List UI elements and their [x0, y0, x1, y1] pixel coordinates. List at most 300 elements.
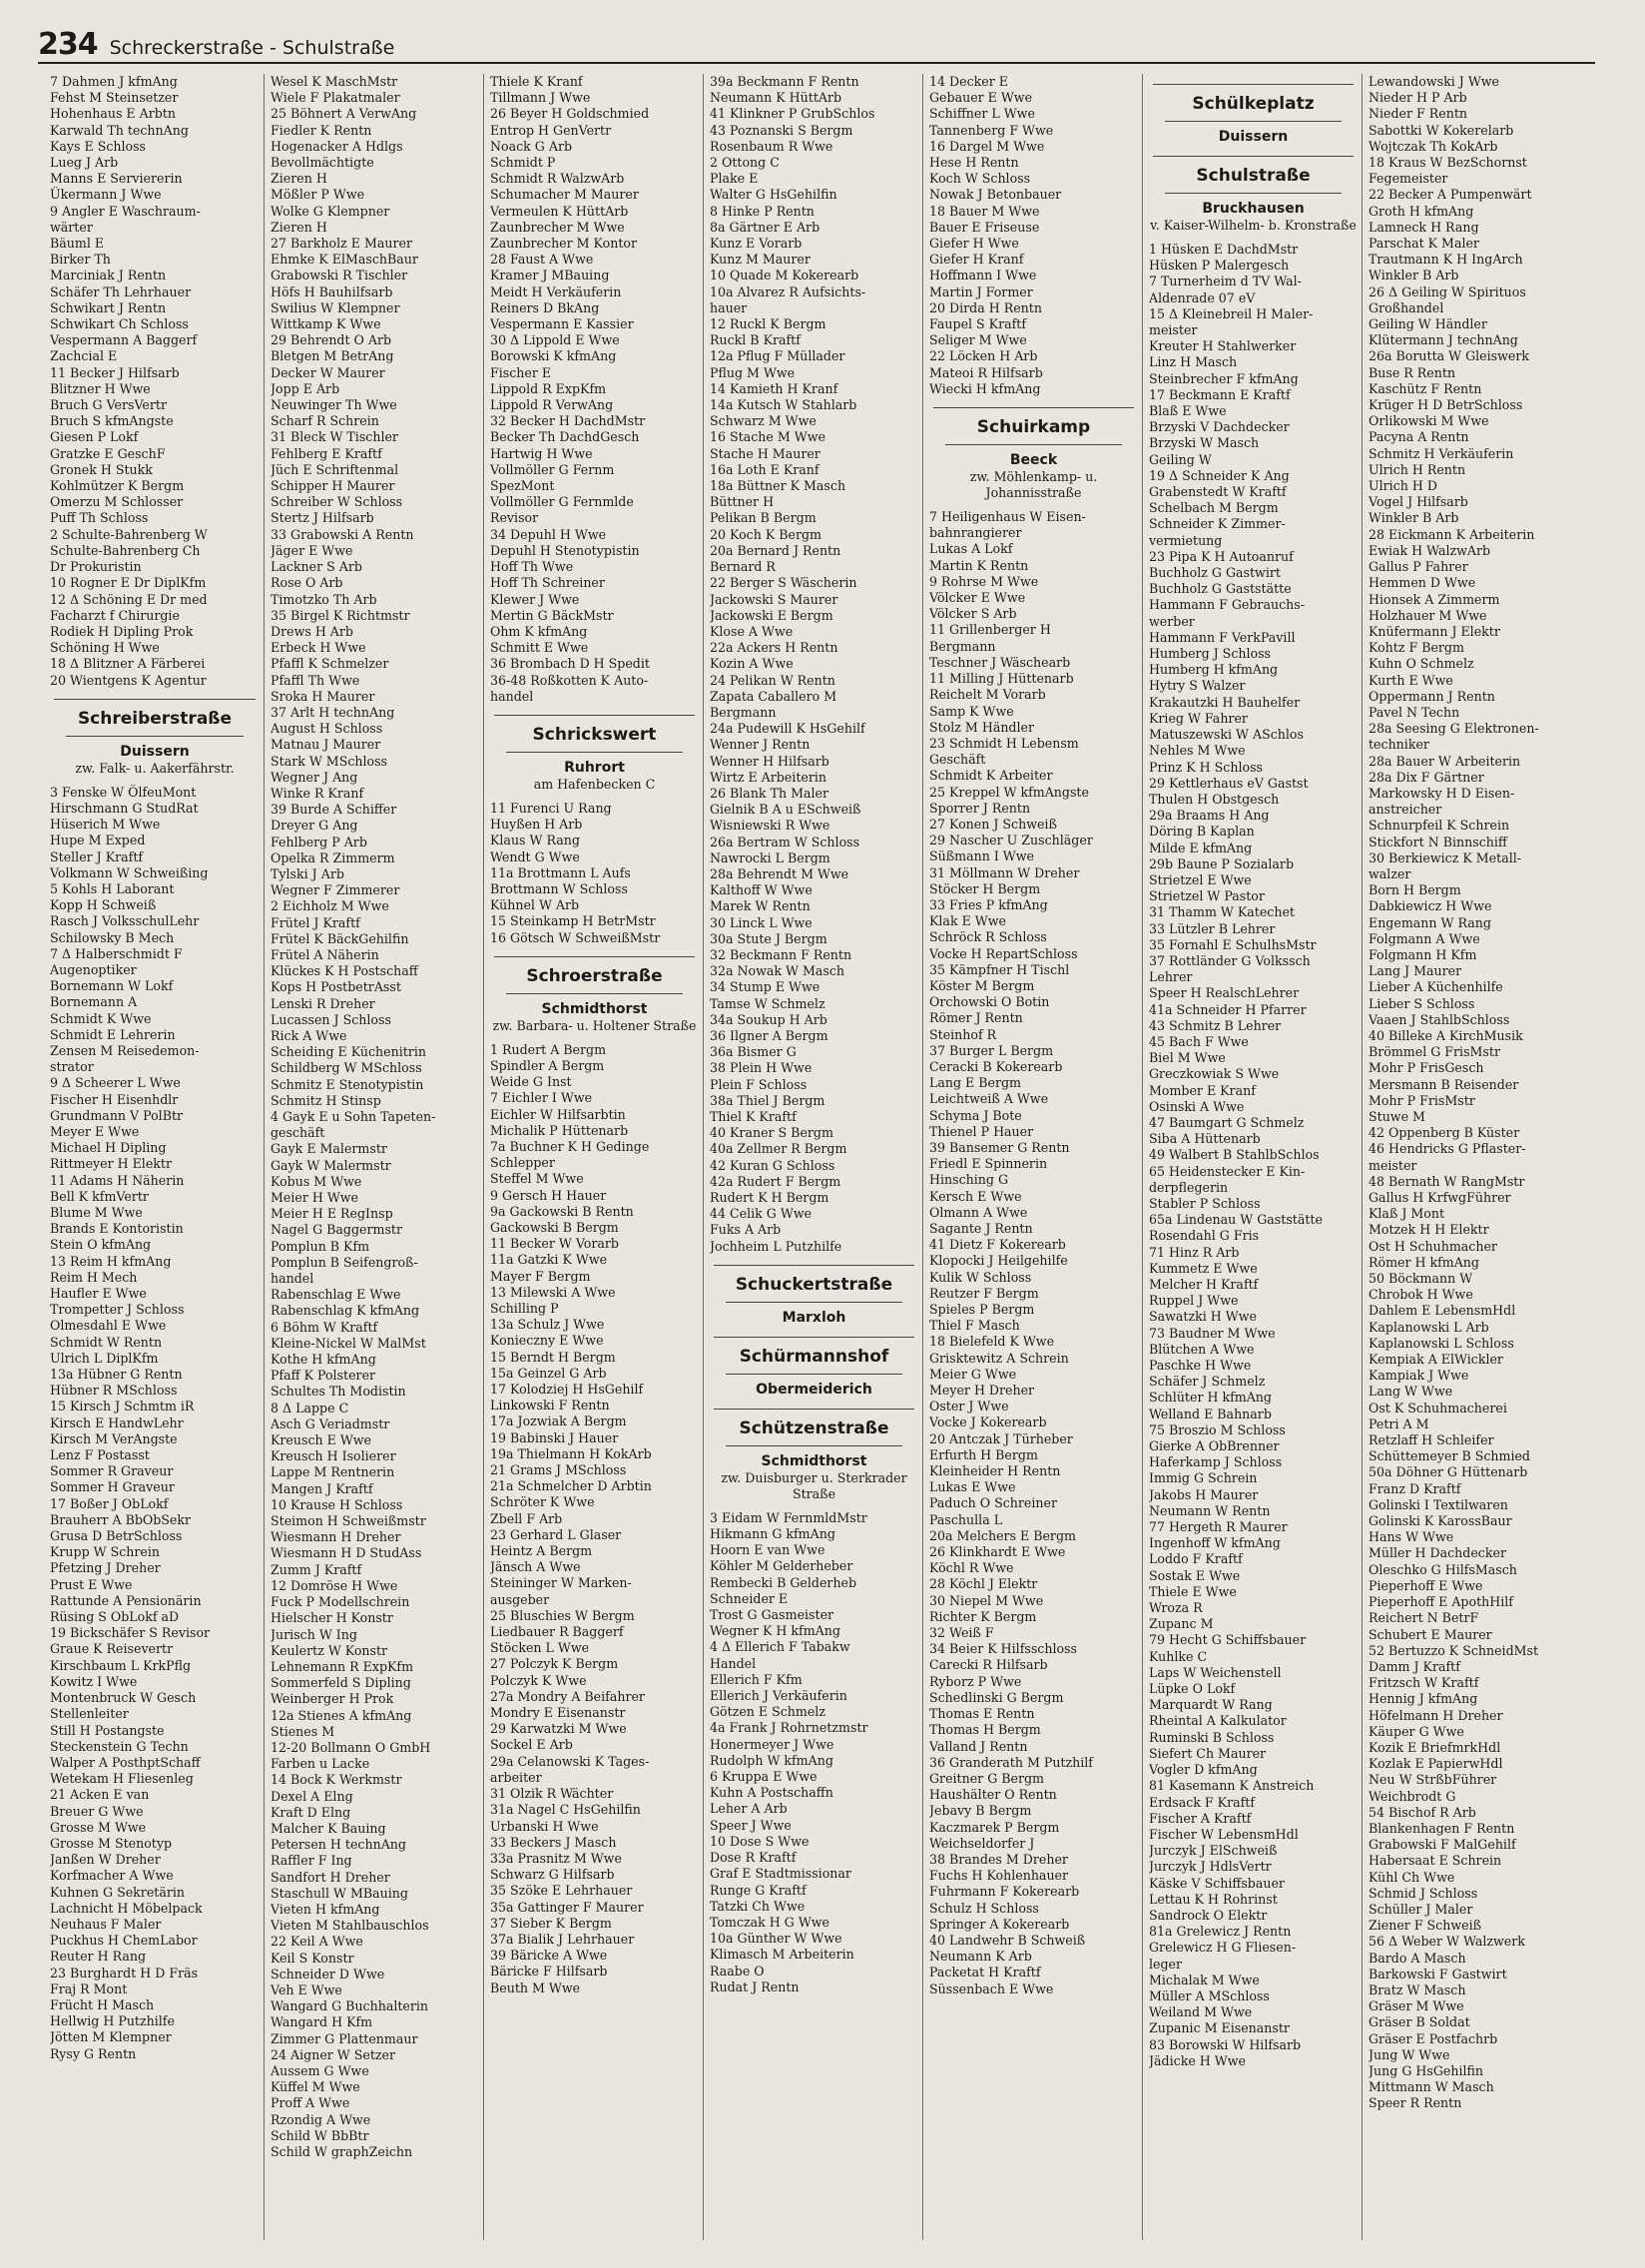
resident-entry: 14 Bock K Werkmstr	[271, 1772, 402, 1788]
resident-entry: Kreusch E Wwe	[271, 1432, 371, 1448]
section-divider	[714, 1337, 914, 1338]
resident-entry: Gallus P Fahrer	[1369, 559, 1468, 575]
resident-entry: Bäuml E	[50, 236, 105, 252]
resident-entry: Hionsek A Zimmerm	[1369, 591, 1500, 607]
resident-entry: Lueg J Arb	[50, 155, 119, 171]
section-divider	[714, 1409, 914, 1410]
section-divider	[933, 407, 1134, 408]
resident-entry: Motzek H H Elektr	[1369, 1222, 1489, 1238]
resident-entry: Konieczny E Wwe	[490, 1333, 604, 1349]
resident-entry: 19 Δ Schneider K Ang	[1149, 467, 1290, 483]
resident-entry: Liedbauer R Baggerf	[490, 1624, 624, 1640]
resident-entry: 39a Beckmann F Rentn	[710, 74, 859, 89]
resident-entry: 33a Prasnitz M Wwe	[490, 1850, 622, 1866]
resident-entry: Springer A Kokerearb	[929, 1916, 1070, 1932]
resident-entry: hauer	[710, 299, 748, 315]
resident-entry: 77 Hergeth R Maurer	[1149, 1519, 1288, 1535]
resident-entry: Barkowski F Gastwirt	[1369, 1966, 1507, 1982]
resident-entry: 36 Brombach D H Spedit	[490, 656, 650, 672]
title-underline	[1165, 121, 1342, 122]
street-title: Schulstraße	[1196, 166, 1311, 186]
resident-entry: Walper A PosthptSchaff	[50, 1754, 201, 1770]
street-location: zw. Duisburger u. Sterkrader Straße	[721, 1469, 907, 1501]
resident-entry: Neu W StrßbFührer	[1369, 1772, 1497, 1788]
resident-entry: Schwarz M Wwe	[710, 413, 817, 429]
resident-entry: Depuhl H Stenotypistin	[490, 542, 640, 558]
resident-entry: Volkmann W Schweißing	[50, 864, 209, 880]
resident-entry: Kays E Schloss	[50, 138, 147, 154]
resident-entry: Schumacher M Maurer	[490, 187, 639, 203]
resident-entry: 50a Döhner G Hüttenarb	[1369, 1464, 1528, 1480]
resident-entry: Hartwig H Wwe	[490, 445, 593, 461]
resident-entry: Schneider E	[710, 1590, 789, 1606]
resident-entry: Sockel E Arb	[490, 1737, 573, 1753]
resident-entry: Grundmann V PolBtr	[50, 1107, 184, 1123]
resident-entry: 2 Schulte-Bahrenberg W	[50, 526, 208, 542]
resident-entry: Fuck P Modellschrein	[271, 1594, 410, 1610]
resident-entry: Kuhn A Postschaffn	[710, 1785, 833, 1801]
resident-entry: Wittkamp K Wwe	[271, 316, 381, 332]
resident-entry: 4 Δ Ellerich F Tabakw	[710, 1639, 850, 1655]
street-section-header	[710, 1409, 918, 1502]
resident-entry: 15 Δ Kleinebreil H Maler-	[1149, 305, 1314, 321]
resident-entry: Brzyski W Masch	[1149, 435, 1260, 451]
resident-entry: Asch G Veriadmstr	[271, 1416, 390, 1431]
resident-entry: Folgmann H Kfm	[1369, 946, 1477, 962]
resident-entry: 23 Burghardt H D Fräs	[50, 1965, 199, 1981]
resident-entry: Seliger M Wwe	[929, 332, 1027, 348]
resident-entry: Kleine-Nickel W MalMst	[271, 1335, 426, 1351]
resident-entry: Fischer A Kraftf	[1149, 1810, 1252, 1826]
resident-entry: Weinberger H Prok	[271, 1691, 394, 1707]
district-name: Obermeiderich	[756, 1381, 872, 1398]
resident-entry: 24a Pudewill K HsGehilf	[710, 721, 865, 737]
resident-entry: Lachnicht H Möbelpack	[50, 1900, 203, 1916]
resident-entry: Buchholz G Gaststätte	[1149, 581, 1292, 597]
resident-entry: Wolke G Klempner	[271, 203, 390, 219]
resident-entry: Dr Prokuristin	[50, 559, 142, 575]
resident-entry: Wendt G Wwe	[490, 849, 580, 864]
resident-entry: Brottmann W Schloss	[490, 880, 628, 896]
resident-entry: Heintz A Bergm	[490, 1543, 593, 1559]
resident-entry: Sandfort H Dreher	[271, 1869, 390, 1885]
resident-entry: Jebavy B Bergm	[929, 1803, 1032, 1819]
resident-entry: Sostak E Wwe	[1149, 1567, 1241, 1583]
resident-entry: Puckhus H ChemLabor	[50, 1933, 198, 1949]
resident-entry: Matnau J Maurer	[271, 737, 381, 753]
resident-entry: Nagel G Baggermstr	[271, 1222, 402, 1238]
resident-entry: Prust E Wwe	[50, 1576, 133, 1592]
resident-entry: 25 Kreppel W kfmAngste	[929, 784, 1089, 800]
resident-entry: 45 Bach F Wwe	[1149, 1033, 1249, 1049]
resident-entry: Immig G Schrein	[1149, 1470, 1258, 1486]
resident-entry: Grabowski R Tischler	[271, 268, 408, 284]
resident-entry: Karwald Th technAng	[50, 122, 189, 138]
resident-entry: Hüserich M Wwe	[50, 817, 161, 833]
resident-entry: Wroza R	[1149, 1600, 1203, 1616]
resident-entry: Kreusch H Isolierer	[271, 1448, 396, 1464]
street-location: v. Kaiser-Wilhelm- b. Kronstraße	[1150, 218, 1357, 233]
resident-entry: Giesen P Lokf	[50, 429, 139, 445]
resident-entry: Vieten H kfmAng	[271, 1901, 380, 1917]
resident-entry: 37 Burger L Bergm	[929, 1042, 1054, 1058]
resident-entry: Lehnemann R ExpKfm	[271, 1658, 414, 1674]
street-title: Schreiberstraße	[77, 708, 233, 729]
resident-entry: Kramer J MBauing	[490, 268, 610, 284]
resident-entry: 14 Kamieth H Kranf	[710, 380, 838, 396]
street-title: Schrickswert	[532, 724, 657, 745]
resident-entry: Damm J Kraftf	[1369, 1658, 1460, 1674]
resident-entry: Stolz M Händler	[929, 719, 1034, 735]
page-header	[38, 24, 1595, 64]
resident-entry: Aussem G Wwe	[271, 2062, 369, 2078]
resident-entry: Ewiak H WalzwArb	[1369, 542, 1491, 558]
resident-entry: Kohlmützer K Bergm	[50, 478, 185, 494]
resident-entry: Rose O Arb	[271, 575, 343, 591]
street-section-header	[710, 1265, 918, 1327]
resident-entry: Kirsch M VerAngste	[50, 1430, 178, 1446]
section-divider	[1153, 84, 1354, 85]
resident-entry: 17a Jozwiak A Bergm	[490, 1414, 627, 1429]
resident-entry: Schelbach M Bergm	[1149, 500, 1279, 516]
resident-entry: Ingenhoff W kfmAng	[1149, 1535, 1281, 1551]
resident-entry: 28a Dix F Gärtner	[1369, 769, 1484, 785]
resident-entry: 7 Heiligenhaus W Eisen-	[929, 509, 1086, 525]
resident-entry: Fuhrmann F Kokerearb	[929, 1884, 1080, 1900]
resident-entry: Zbell F Arb	[490, 1510, 563, 1526]
resident-entry: Matuszewski W ASchlos	[1149, 727, 1304, 743]
resident-entry: Ruminski B Schloss	[1149, 1729, 1275, 1745]
resident-entry: Scheiding E Küchenitrin	[271, 1044, 426, 1060]
resident-entry: Kurth E Wwe	[1369, 672, 1453, 688]
resident-entry: Wenner H Hilfsarb	[710, 753, 829, 769]
street-section-header	[490, 715, 699, 793]
resident-entry: Ziener F Schweiß	[1369, 1918, 1482, 1934]
resident-entry: Rabenschlag K kfmAng	[271, 1303, 420, 1319]
resident-entry: Jötten M Klempner	[50, 2029, 172, 2045]
resident-entry: Erbeck H Wwe	[271, 640, 366, 656]
resident-entry: Rick A Wwe	[271, 1027, 347, 1043]
resident-entry: Kummetz E Wwe	[1149, 1260, 1258, 1276]
resident-entry: Schyma J Bote	[929, 1107, 1022, 1123]
resident-entry: 30 Berkiewicz K Metall-	[1369, 850, 1522, 865]
resident-entry: 11 Becker J Hilfsarb	[50, 364, 180, 380]
resident-entry: Lüpke O Lokf	[1149, 1681, 1236, 1697]
resident-entry: Pavel N Techn	[1369, 704, 1460, 720]
resident-entry: Humberg H kfmAng	[1149, 662, 1279, 678]
resident-entry: Köchl R Wwe	[929, 1560, 1014, 1576]
resident-entry: Ohm K kfmAng	[490, 623, 588, 639]
resident-entry: Römer H kfmAng	[1369, 1254, 1479, 1270]
resident-entry: Swilius W Klempner	[271, 299, 400, 315]
resident-entry: Bratz W Masch	[1369, 1982, 1466, 1997]
resident-entry: SpezMont	[490, 478, 555, 494]
resident-entry: Sabottki W Kokerelarb	[1369, 122, 1514, 138]
resident-entry: Zupanic M Eisenanstr	[1149, 2020, 1290, 2036]
resident-entry: Greczkowiak S Wwe	[1149, 1066, 1280, 1082]
resident-entry: Nawrocki L Bergm	[710, 850, 830, 865]
resident-entry: 26 Beyer H Goldschmied	[490, 106, 650, 122]
resident-entry: Bäricke F Hilfsarb	[490, 1964, 608, 1980]
resident-entry: Veh E Wwe	[271, 1982, 342, 1997]
resident-entry: Reuter H Rang	[50, 1949, 147, 1965]
title-underline	[506, 993, 683, 994]
resident-entry: Süssenbach E Wwe	[929, 1981, 1054, 1996]
resident-entry: Jänsch A Wwe	[490, 1559, 581, 1575]
street-section-header	[1149, 84, 1358, 146]
resident-entry: 10 Quade M Kokerearb	[710, 268, 859, 284]
resident-entry: 32a Nowak W Masch	[710, 963, 845, 979]
resident-entry: 30 Linck L Wwe	[710, 914, 813, 930]
resident-entry: 19 Bickschäfer S Revisor	[50, 1625, 211, 1641]
resident-entry: Kaplanowski L Schloss	[1369, 1335, 1514, 1351]
directory-column	[922, 74, 1142, 2240]
resident-entry: Linkowski F Rentn	[490, 1398, 610, 1414]
resident-entry: Humberg J Schloss	[1149, 646, 1272, 662]
resident-entry: Thienel P Hauer	[929, 1123, 1034, 1139]
resident-entry: Trost G Gasmeister	[710, 1607, 834, 1623]
title-underline	[66, 736, 244, 737]
resident-entry: Rembecki B Gelderheb	[710, 1574, 857, 1590]
resident-entry: Winkler B Arb	[1369, 268, 1459, 284]
resident-entry: 65a Lindenau W Gaststätte	[1149, 1212, 1323, 1228]
resident-entry: Krakautzki H Bauhelfer	[1149, 694, 1301, 710]
resident-entry: Blume M Wwe	[50, 1205, 143, 1220]
resident-entry: 9a Gackowski B Rentn	[490, 1203, 634, 1219]
resident-entry: Brauherr A BbObSekr	[50, 1511, 192, 1527]
district-name: Duissern	[1218, 129, 1289, 145]
resident-entry: Spieles P Bergm	[929, 1302, 1035, 1318]
resident-entry: 21 Acken E van	[50, 1787, 150, 1803]
resident-entry: Höfelmann H Dreher	[1369, 1707, 1503, 1723]
resident-entry: 20 Antczak J Türheber	[929, 1430, 1073, 1446]
resident-entry: 49 Walbert B StahlbSchlos	[1149, 1147, 1320, 1163]
resident-entry: Rheintal A Kalkulator	[1149, 1713, 1287, 1729]
resident-entry: 46 Hendricks G Pflaster-	[1369, 1141, 1526, 1157]
resident-entry: Schildberg W MSchloss	[271, 1060, 422, 1076]
section-divider	[494, 956, 695, 957]
resident-entry: Schlepper	[490, 1155, 555, 1171]
resident-entry: Leichtweiß A Wwe	[929, 1091, 1049, 1107]
resident-entry: 39 Bansemer G Rentn	[929, 1139, 1070, 1155]
resident-entry: 22 Löcken H Arb	[929, 348, 1038, 364]
resident-entry: Jurczyk J ElSchweiß	[1149, 1843, 1278, 1859]
resident-entry: 7 Dahmen J kfmAng	[50, 74, 178, 89]
resident-entry: 24 Pelikan W Rentn	[710, 672, 835, 688]
resident-entry: Kleinheider H Rentn	[929, 1463, 1061, 1479]
resident-entry: Giefer H Kranf	[929, 252, 1024, 268]
resident-entry: Stellenleiter	[50, 1706, 129, 1722]
resident-entry: Schnurpfeil K Schrein	[1369, 818, 1510, 834]
resident-entry: Kirsch E HandwLehr	[50, 1415, 184, 1430]
resident-entry: Thiele K Kranf	[490, 74, 583, 89]
resident-entry: 34 Depuhl H Wwe	[490, 526, 607, 542]
resident-entry: Schmitz H Stinsp	[271, 1092, 381, 1108]
directory-column	[264, 74, 483, 2240]
resident-entry: 20a Bernard J Rentn	[710, 542, 841, 558]
resident-entry: 8a Gärtner E Arb	[710, 219, 821, 235]
resident-entry: Groth H kfmAng	[1369, 203, 1474, 219]
resident-entry: Kuhn O Schmelz	[1369, 656, 1474, 672]
resident-entry: 52 Bertuzzo K SchneidMst	[1369, 1642, 1539, 1658]
street-title: Schuirkamp	[976, 417, 1091, 438]
resident-entry: Vieten M Stahlbauschlos	[271, 1918, 429, 1934]
resident-entry: Weiland M Wwe	[1149, 2004, 1253, 2020]
resident-entry: Polczyk K Wwe	[490, 1672, 587, 1688]
resident-entry: 28 Faust A Wwe	[490, 252, 594, 268]
title-underline	[945, 444, 1122, 445]
resident-entry: 73 Baudner M Wwe	[1149, 1325, 1276, 1341]
resident-entry: Stark W MSchloss	[271, 753, 388, 769]
resident-entry: Schulte-Bahrenberg Ch	[50, 542, 201, 558]
resident-entry: Schubert E Maurer	[1369, 1626, 1492, 1642]
resident-entry: Wojtczak Th KokArb	[1369, 138, 1498, 154]
resident-entry: Wegner F Zimmerer	[271, 882, 400, 898]
resident-entry: Hytry S Walzer	[1149, 678, 1246, 694]
resident-entry: Köster M Bergm	[929, 977, 1035, 993]
resident-entry: Zapata Caballero M	[710, 688, 837, 704]
resident-entry: Scharf R Schrein	[271, 413, 379, 429]
resident-entry: Blitzner H Wwe	[50, 380, 151, 396]
resident-entry: 32 Becker H DachdMstr	[490, 413, 646, 429]
resident-entry: 35 Birgel K Richtmstr	[271, 607, 410, 623]
resident-entry: Aldenrade 07 eV	[1149, 289, 1256, 305]
resident-entry: Grosse M Wwe	[50, 1819, 147, 1835]
resident-entry: Krupp W Schrein	[50, 1544, 161, 1560]
resident-entry: Hohenhaus E Arbtn	[50, 106, 176, 122]
resident-entry: 38 Brandes M Dreher	[929, 1851, 1068, 1867]
resident-entry: Buse R Rentn	[1369, 364, 1455, 380]
resident-entry: 12-20 Bollmann O GmbH	[271, 1739, 431, 1755]
resident-entry: Rzondig A Wwe	[271, 2111, 371, 2127]
resident-entry: strator	[50, 1059, 94, 1075]
resident-entry: Korfmacher A Wwe	[50, 1868, 174, 1884]
resident-entry: 27a Mondry A Beifahrer	[490, 1688, 645, 1704]
resident-entry: Zieren H	[271, 171, 327, 187]
resident-entry: Wangard H Kfm	[271, 2014, 373, 2030]
section-divider	[714, 1265, 914, 1266]
resident-entry: Tatzki Ch Wwe	[710, 1898, 806, 1914]
resident-entry: 40 Kraner S Bergm	[710, 1125, 833, 1141]
resident-entry: Tomczak H G Wwe	[710, 1914, 830, 1930]
resident-entry: 20 Koch K Bergm	[710, 526, 822, 542]
resident-entry: 26a Borutta W Gleiswerk	[1369, 348, 1530, 364]
resident-entry: Mohr P FrisMstr	[1369, 1092, 1475, 1108]
resident-entry: Petersen H technAng	[271, 1837, 406, 1853]
resident-entry: Markowsky H D Eisen-	[1369, 785, 1515, 801]
resident-entry: 40 Billeke A KirchMusik	[1369, 1027, 1523, 1043]
resident-entry: Nehles M Wwe	[1149, 743, 1246, 759]
resident-entry: Vollmöller G Fernm	[490, 461, 615, 477]
resident-entry: meister	[1369, 1157, 1417, 1173]
resident-entry: Haferkamp J Schloss	[1149, 1454, 1283, 1470]
resident-entry: Fuchs H Kohlenhauer	[929, 1868, 1069, 1884]
resident-entry: Fischer W LebensmHdl	[1149, 1826, 1299, 1842]
resident-entry: 36-48 Roßkotten K Auto-	[490, 672, 649, 688]
title-underline	[506, 752, 683, 753]
resident-entry: Kops H PostbetrAsst	[271, 979, 401, 995]
resident-entry: Plake E	[710, 171, 759, 187]
resident-entry: Jüch E Schriftenmal	[271, 461, 399, 477]
resident-entry: 10a Alvarez R Aufsichts-	[710, 284, 866, 299]
resident-entry: Reiners D BkAng	[490, 299, 600, 315]
resident-entry: 81a Grelewicz J Rentn	[1149, 1924, 1292, 1940]
resident-entry: 12 Δ Schöning E Dr med	[50, 591, 208, 607]
resident-entry: 34 Stump E Wwe	[710, 979, 821, 995]
resident-entry: Mondry E Eisenanstr	[490, 1705, 626, 1721]
resident-entry: Schilowsky B Mech	[50, 929, 175, 945]
resident-entry: 1 Hüsken E DachdMstr	[1149, 242, 1299, 257]
resident-entry: 37 Arlt H technAng	[271, 704, 395, 720]
resident-entry: Paschke H Wwe	[1149, 1358, 1252, 1374]
resident-entry: 22 Keil A Wwe	[271, 1934, 363, 1950]
resident-entry: Omerzu M Schlosser	[50, 494, 184, 510]
resident-entry: Handel	[710, 1655, 757, 1671]
resident-entry: 12a Stienes A kfmAng	[271, 1707, 412, 1723]
resident-entry: Huyßen H Arb	[490, 817, 583, 833]
resident-entry: Decker W Maurer	[271, 364, 385, 380]
resident-entry: Parschat K Maler	[1369, 236, 1479, 252]
resident-entry: Sandrock O Elektr	[1149, 1907, 1268, 1923]
resident-entry: Kobus M Wwe	[271, 1173, 362, 1189]
resident-entry: 36 Granderath M Putzhilf	[929, 1754, 1093, 1770]
resident-entry: Hammann F Gebrauchs-	[1149, 597, 1305, 613]
resident-entry: Gallus H KrfwgFührer	[1369, 1190, 1511, 1206]
resident-entry: vermietung	[1149, 532, 1223, 548]
resident-entry: Weide G Inst	[490, 1074, 572, 1090]
resident-entry: Reichelt M Vorarb	[929, 687, 1046, 703]
resident-entry: 19 Babinski J Hauer	[490, 1429, 619, 1445]
resident-entry: Martin J Former	[929, 284, 1033, 299]
resident-entry: Kaplanowski L Arb	[1369, 1319, 1489, 1335]
resident-entry: 8 Hinke P Rentn	[710, 203, 815, 219]
resident-entry: Haushälter O Rentn	[929, 1787, 1057, 1803]
resident-entry: Rudert K H Bergm	[710, 1190, 829, 1206]
resident-entry: 27 Polczyk K Bergm	[490, 1656, 619, 1672]
resident-entry: Vermeulen K HüttArb	[490, 203, 629, 219]
resident-entry: Schmidt R WalzwArb	[490, 171, 625, 187]
resident-entry: 18 Δ Blitzner A Färberei	[50, 656, 206, 672]
resident-entry: 8 Δ Lappe C	[271, 1400, 349, 1416]
resident-entry: Schmitt E Wwe	[490, 640, 589, 656]
resident-entry: Kohtz F Bergm	[1369, 640, 1464, 656]
resident-entry: Mittmann W Masch	[1369, 2079, 1494, 2095]
resident-entry: Spindler A Bergm	[490, 1057, 605, 1073]
street-section-header	[929, 407, 1138, 501]
resident-entry: 26 Δ Geiling W Spirituos	[1369, 284, 1526, 299]
resident-entry: Stabler P Schloss	[1149, 1195, 1261, 1211]
resident-entry: Lippold R VerwAng	[490, 397, 614, 413]
resident-entry: Gräser B Soldat	[1369, 2014, 1470, 2030]
resident-entry: Tillmann J Wwe	[490, 90, 591, 106]
resident-entry: Ellerich F Kfm	[710, 1671, 803, 1687]
resident-entry: 14 Decker E	[929, 74, 1008, 89]
resident-entry: 23 Gerhard L Glaser	[490, 1526, 622, 1542]
resident-entry: Entrop H GenVertr	[490, 122, 612, 138]
directory-column	[44, 74, 264, 2240]
resident-entry: Wenner J Rentn	[710, 737, 811, 753]
resident-entry: Ükermann J Wwe	[50, 187, 162, 203]
resident-entry: Neuhaus F Maler	[50, 1916, 162, 1932]
resident-entry: Mersmann B Reisender	[1369, 1076, 1519, 1092]
resident-entry: 10 Krause H Schloss	[271, 1496, 403, 1512]
resident-entry: Gayk E Malermstr	[271, 1141, 387, 1157]
resident-entry: Graue K Reisevertr	[50, 1641, 174, 1657]
resident-entry: Hoff Th Schreiner	[490, 575, 605, 591]
resident-entry: Loddo F Kraftf	[1149, 1551, 1243, 1567]
resident-entry: Stöcken L Wwe	[490, 1640, 590, 1656]
resident-entry: Frücht H Masch	[50, 1996, 155, 2012]
